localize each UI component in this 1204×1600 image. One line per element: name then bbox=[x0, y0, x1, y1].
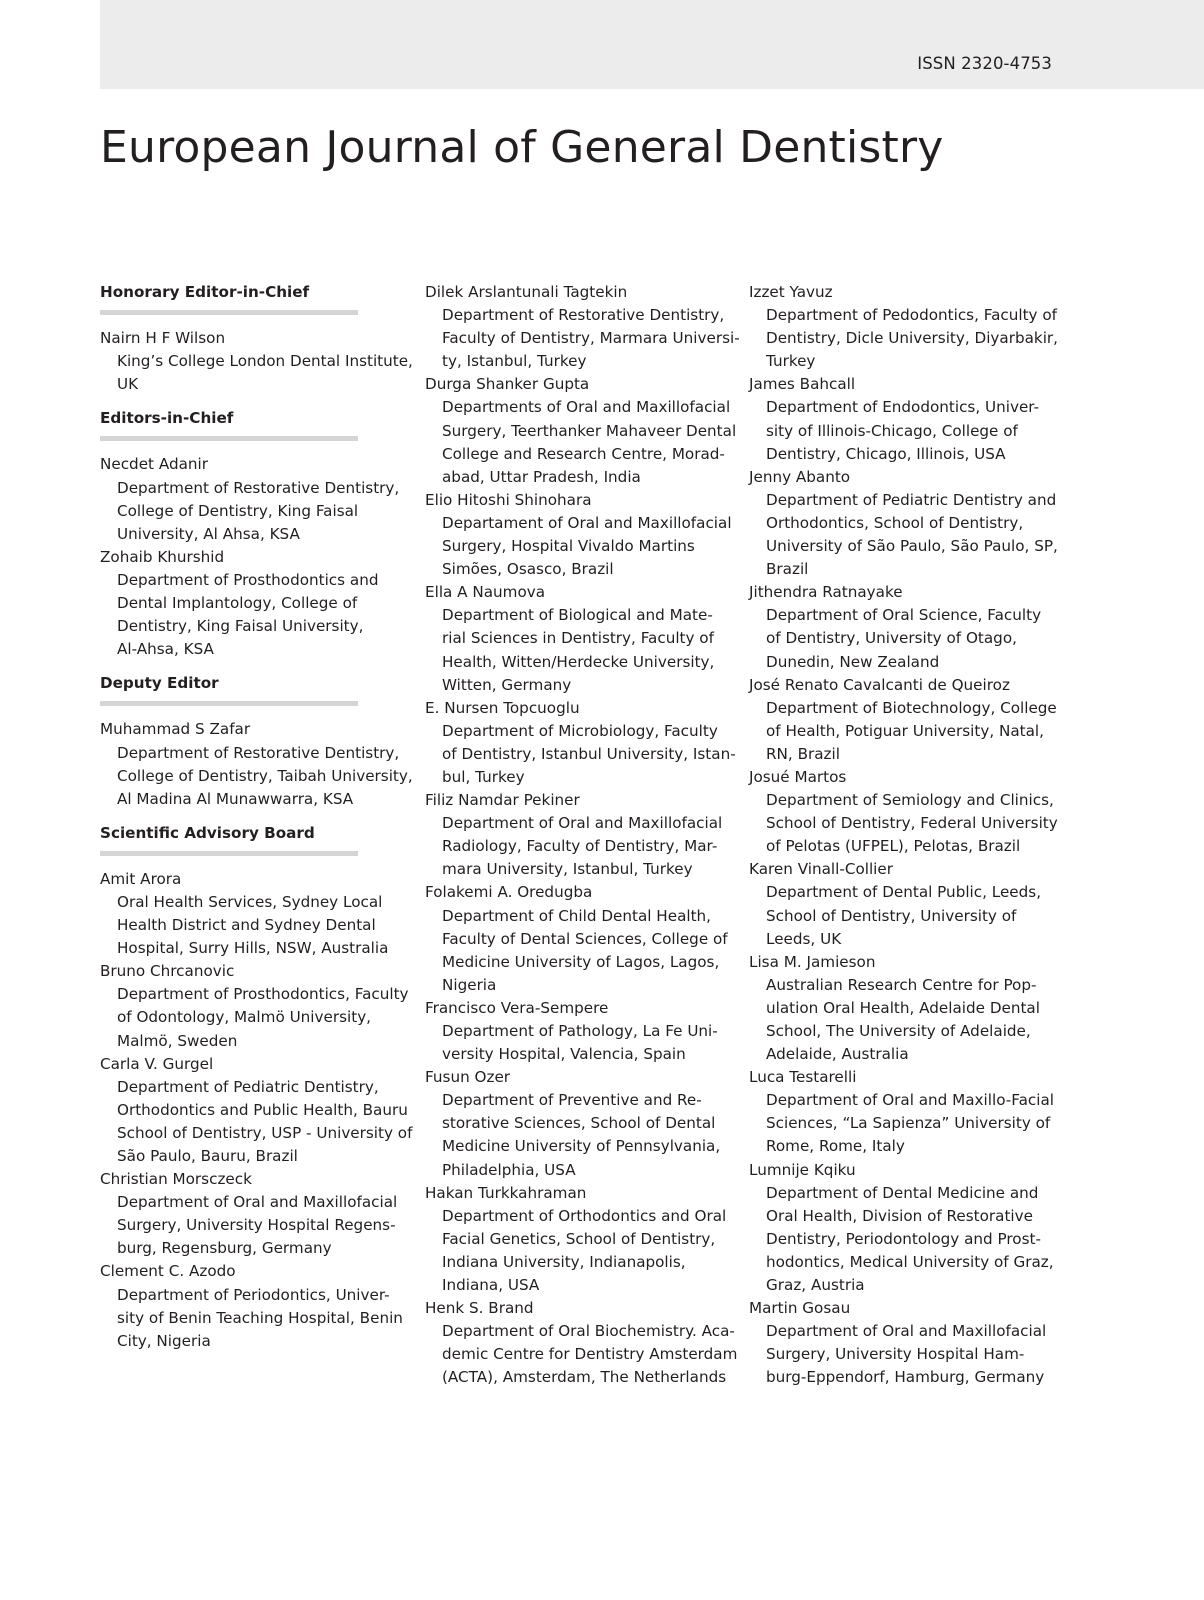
member-name: Filiz Namdar Pekiner bbox=[425, 791, 580, 810]
member-affiliation-line: RN, Brazil bbox=[766, 744, 840, 763]
member-name: Necdet Adanir bbox=[100, 455, 208, 474]
member-affiliation-line: Nigeria bbox=[442, 975, 497, 994]
board-column-2 bbox=[425, 281, 743, 1390]
member-affiliation-line: UK bbox=[117, 375, 139, 394]
member-affiliation-line: ulation Oral Health, Adelaide Dental bbox=[766, 998, 1040, 1017]
member-name: Jenny Abanto bbox=[749, 467, 851, 486]
member-affiliation-line: Department of Biotechnology, College bbox=[766, 698, 1057, 717]
board-member bbox=[100, 1260, 418, 1352]
member-affiliation-line: of Odontology, Malmö University, bbox=[117, 1008, 372, 1027]
member-affiliation-line: Department of Oral Biochemistry. Aca- bbox=[442, 1322, 735, 1341]
member-name: Christian Morsczeck bbox=[100, 1170, 252, 1189]
member-affiliation-line: Department of Pediatric Dentistry, bbox=[117, 1077, 379, 1096]
member-affiliation-line: Department of Restorative Dentistry, bbox=[117, 478, 400, 497]
member-affiliation-line: School, The University of Adelaide, bbox=[766, 1022, 1031, 1040]
member-affiliation-line: School of Dentistry, USP - University of bbox=[117, 1123, 413, 1142]
board-section bbox=[100, 407, 418, 661]
board-section bbox=[100, 281, 418, 396]
member-affiliation-line: Department of Microbiology, Faculty bbox=[442, 721, 718, 740]
board-member bbox=[425, 881, 743, 996]
board-member bbox=[749, 466, 1067, 581]
member-affiliation-line: Hospital, Surry Hills, NSW, Australia bbox=[117, 939, 389, 958]
member-name: Durga Shanker Gupta bbox=[425, 375, 590, 394]
section-heading: Deputy Editor bbox=[100, 672, 358, 706]
member-affiliation-line: Department of Periodontics, Univer- bbox=[117, 1285, 390, 1304]
board-member bbox=[100, 327, 418, 396]
board-member bbox=[100, 868, 418, 960]
board-member bbox=[749, 281, 1067, 373]
member-affiliation-line: Dental Implantology, College of bbox=[117, 594, 358, 613]
member-affiliation-line: bul, Turkey bbox=[442, 767, 525, 786]
member-affiliation-line: Indiana, USA bbox=[442, 1276, 540, 1295]
member-name: Lumnije Kqiku bbox=[749, 1160, 856, 1179]
member-affiliation-line: Surgery, University Hospital Regens- bbox=[117, 1216, 396, 1235]
member-affiliation-line: Medicine University of Lagos, Lagos, bbox=[442, 952, 720, 971]
member-name: Izzet Yavuz bbox=[749, 283, 833, 301]
member-name: José Renato Cavalcanti de Queiroz bbox=[749, 675, 1010, 694]
member-affiliation-line: City, Nigeria bbox=[117, 1331, 211, 1350]
board-member bbox=[749, 581, 1067, 673]
member-affiliation-line: Departments of Oral and Maxillofacial bbox=[442, 398, 731, 417]
member-affiliation-line: Department of Biological and Mate- bbox=[442, 606, 713, 625]
board-member bbox=[749, 373, 1067, 465]
board-member bbox=[425, 697, 743, 789]
member-affiliation-line: Australian Research Centre for Pop- bbox=[766, 975, 1037, 994]
issn-label: ISSN 2320-4753 bbox=[917, 54, 1052, 73]
member-name: Dilek Arslantunali Tagtekin bbox=[425, 283, 628, 301]
member-affiliation-line: Department of Restorative Dentistry, bbox=[117, 743, 400, 762]
member-affiliation-line: Sciences, “La Sapienza” University of bbox=[766, 1114, 1051, 1133]
member-affiliation-line: Surgery, Teerthanker Mahaveer Dental bbox=[442, 421, 737, 440]
member-name: Martin Gosau bbox=[749, 1299, 851, 1318]
member-affiliation-line: King’s College London Dental Institute, bbox=[117, 352, 413, 371]
member-name: Josué Martos bbox=[749, 767, 847, 786]
board-member bbox=[425, 489, 743, 581]
member-affiliation-line: Philadelphia, USA bbox=[442, 1160, 576, 1179]
member-affiliation-line: burg, Regensburg, Germany bbox=[117, 1239, 332, 1258]
member-affiliation-line: storative Sciences, School of Dental bbox=[442, 1114, 716, 1133]
member-affiliation-line: Department of Restorative Dentistry, bbox=[442, 306, 725, 325]
member-affiliation-line: Adelaide, Australia bbox=[766, 1045, 909, 1064]
member-affiliation-line: Leeds, UK bbox=[766, 929, 842, 948]
member-affiliation-line: sity of Illinois-Chicago, College of bbox=[766, 421, 1018, 440]
board-section bbox=[100, 822, 418, 1353]
board-member bbox=[425, 581, 743, 696]
board-member bbox=[425, 373, 743, 488]
member-affiliation-line: Dentistry, Dicle University, Diyarbakir, bbox=[766, 329, 1059, 348]
member-affiliation-line: Rome, Rome, Italy bbox=[766, 1137, 905, 1156]
member-affiliation-line: Dentistry, King Faisal University, bbox=[117, 617, 364, 636]
board-member bbox=[100, 960, 418, 1052]
member-affiliation-line: Department of Semiology and Clinics, bbox=[766, 791, 1054, 810]
member-affiliation-line: mara University, Istanbul, Turkey bbox=[442, 860, 693, 879]
member-affiliation-line: burg-Eppendorf, Hamburg, Germany bbox=[766, 1368, 1045, 1387]
board-member bbox=[425, 1297, 743, 1389]
member-affiliation-line: Department of Pedodontics, Faculty of bbox=[766, 306, 1057, 325]
member-affiliation-line: of Dentistry, University of Otago, bbox=[766, 629, 1017, 648]
section-heading: Scientific Advisory Board bbox=[100, 822, 358, 856]
member-affiliation-line: Oral Health, Division of Restorative bbox=[766, 1206, 1033, 1225]
member-affiliation-line: Dentistry, Periodontology and Prost- bbox=[766, 1229, 1041, 1248]
member-affiliation-line: Facial Genetics, School of Dentistry, bbox=[442, 1229, 716, 1248]
member-affiliation-line: São Paulo, Bauru, Brazil bbox=[117, 1147, 298, 1165]
member-affiliation-line: Department of Dental Medicine and bbox=[766, 1183, 1039, 1202]
board-member bbox=[425, 281, 743, 373]
board-member bbox=[100, 453, 418, 545]
member-affiliation-line: Medicine University of Pennsylvania, bbox=[442, 1137, 721, 1156]
member-name: Henk S. Brand bbox=[425, 1299, 534, 1318]
member-affiliation-line: Oral Health Services, Sydney Local bbox=[117, 892, 383, 911]
board-member bbox=[425, 997, 743, 1066]
member-affiliation-line: University of São Paulo, São Paulo, SP, bbox=[766, 537, 1058, 556]
member-affiliation-line: Department of Prosthodontics and bbox=[117, 570, 379, 589]
member-affiliation-line: Orthodontics, School of Dentistry, bbox=[766, 513, 1024, 532]
member-affiliation-line: Surgery, Hospital Vivaldo Martins bbox=[442, 537, 695, 556]
member-affiliation-line: College and Research Centre, Morad- bbox=[442, 444, 725, 463]
member-affiliation-line: Turkey bbox=[766, 352, 816, 371]
member-affiliation-line: hodontics, Medical University of Graz, bbox=[766, 1252, 1054, 1271]
board-column-3 bbox=[749, 281, 1067, 1390]
board-section bbox=[749, 281, 1067, 1390]
member-affiliation-line: Surgery, University Hospital Ham- bbox=[766, 1345, 1025, 1364]
board-member bbox=[749, 1297, 1067, 1389]
board-member bbox=[425, 789, 743, 881]
member-name: Amit Arora bbox=[100, 869, 182, 888]
member-affiliation-line: Health District and Sydney Dental bbox=[117, 916, 376, 935]
member-name: Zohaib Khurshid bbox=[100, 547, 225, 566]
member-name: Elio Hitoshi Shinohara bbox=[425, 490, 592, 509]
board-member bbox=[100, 1053, 418, 1168]
member-name: Muhammad S Zafar bbox=[100, 720, 251, 739]
board-member bbox=[749, 951, 1067, 1066]
member-name: Ella A Naumova bbox=[425, 583, 546, 602]
member-affiliation-line: Dunedin, New Zealand bbox=[766, 652, 940, 671]
member-affiliation-line: Department of Dental Public, Leeds, bbox=[766, 883, 1042, 902]
section-heading: Honorary Editor-in-Chief bbox=[100, 281, 358, 315]
member-affiliation-line: demic Centre for Dentistry Amsterdam bbox=[442, 1345, 738, 1364]
board-member bbox=[100, 1168, 418, 1260]
member-affiliation-line: Department of Pathology, La Fe Uni- bbox=[442, 1022, 718, 1040]
member-affiliation-line: School of Dentistry, University of bbox=[766, 906, 1017, 925]
member-name: Jithendra Ratnayake bbox=[749, 583, 903, 602]
member-affiliation-line: Simões, Osasco, Brazil bbox=[442, 560, 614, 579]
member-affiliation-line: abad, Uttar Pradesh, India bbox=[442, 467, 641, 486]
member-name: Nairn H F Wilson bbox=[100, 329, 226, 348]
member-affiliation-line: (ACTA), Amsterdam, The Netherlands bbox=[442, 1368, 727, 1387]
member-affiliation-line: of Health, Potiguar University, Natal, bbox=[766, 721, 1044, 740]
member-affiliation-line: College of Dentistry, King Faisal bbox=[117, 501, 359, 520]
member-affiliation-line: Radiology, Faculty of Dentistry, Mar- bbox=[442, 837, 718, 856]
board-member bbox=[100, 546, 418, 661]
member-name: Hakan Turkkahraman bbox=[425, 1183, 587, 1202]
member-affiliation-line: Orthodontics and Public Health, Bauru bbox=[117, 1100, 408, 1119]
board-member bbox=[749, 674, 1067, 766]
member-affiliation-line: Health, Witten/Herdecke University, bbox=[442, 652, 715, 671]
member-name: Karen Vinall-Collier bbox=[749, 860, 893, 879]
member-affiliation-line: Dentistry, Chicago, Illinois, USA bbox=[766, 444, 1006, 463]
member-affiliation-line: Department of Endodontics, Univer- bbox=[766, 398, 1040, 417]
member-name: Fusun Ozer bbox=[425, 1068, 511, 1087]
member-affiliation-line: Department of Pediatric Dentistry and bbox=[766, 490, 1057, 509]
board-member bbox=[749, 1066, 1067, 1158]
member-name: Clement C. Azodo bbox=[100, 1262, 236, 1281]
member-affiliation-line: Department of Oral and Maxillofacial bbox=[442, 814, 723, 833]
member-name: Folakemi A. Oredugba bbox=[425, 883, 593, 902]
member-affiliation-line: sity of Benin Teaching Hospital, Benin bbox=[117, 1308, 403, 1327]
member-affiliation-line: Department of Orthodontics and Oral bbox=[442, 1206, 727, 1225]
journal-title: European Journal of General Dentistry bbox=[100, 122, 944, 173]
member-affiliation-line: Al-Ahsa, KSA bbox=[117, 640, 214, 659]
member-name: Bruno Chrcanovic bbox=[100, 962, 235, 981]
member-affiliation-line: versity Hospital, Valencia, Spain bbox=[442, 1045, 686, 1064]
member-affiliation-line: Witten, Germany bbox=[442, 675, 572, 694]
member-affiliation-line: Department of Oral and Maxillofacial bbox=[117, 1193, 398, 1212]
member-name: Luca Testarelli bbox=[749, 1068, 857, 1087]
member-affiliation-line: Department of Prosthodontics, Faculty bbox=[117, 985, 409, 1004]
member-name: Lisa M. Jamieson bbox=[749, 952, 876, 971]
board-member bbox=[425, 1066, 743, 1181]
member-affiliation-line: rial Sciences in Dentistry, Faculty of bbox=[442, 629, 714, 648]
board-member bbox=[749, 858, 1067, 950]
member-affiliation-line: Department of Oral Science, Faculty bbox=[766, 606, 1042, 625]
member-affiliation-line: Department of Oral and Maxillofacial bbox=[766, 1322, 1047, 1341]
member-name: Carla V. Gurgel bbox=[100, 1054, 214, 1073]
member-affiliation-line: School of Dentistry, Federal University bbox=[766, 814, 1058, 833]
member-affiliation-line: Faculty of Dentistry, Marmara Universi- bbox=[442, 329, 740, 348]
board-member bbox=[425, 1182, 743, 1297]
member-affiliation-line: Department of Preventive and Re- bbox=[442, 1091, 702, 1110]
board-member bbox=[749, 766, 1067, 858]
member-affiliation-line: University, Al Ahsa, KSA bbox=[117, 524, 300, 543]
member-affiliation-line: College of Dentistry, Taibah University, bbox=[117, 766, 413, 785]
member-affiliation-line: of Dentistry, Istanbul University, Istan- bbox=[442, 744, 736, 763]
member-name: E. Nursen Topcuoglu bbox=[425, 698, 580, 717]
member-affiliation-line: Departament of Oral and Maxillofacial bbox=[442, 513, 732, 532]
member-affiliation-line: Malmö, Sweden bbox=[117, 1031, 238, 1050]
section-heading: Editors-in-Chief bbox=[100, 407, 358, 441]
member-affiliation-line: of Pelotas (UFPEL), Pelotas, Brazil bbox=[766, 837, 1021, 856]
board-section bbox=[100, 672, 418, 810]
member-affiliation-line: ty, Istanbul, Turkey bbox=[442, 352, 587, 371]
board-column-1 bbox=[100, 281, 418, 1353]
member-affiliation-line: Brazil bbox=[766, 560, 809, 579]
member-name: Francisco Vera-Sempere bbox=[425, 998, 609, 1017]
header-bar bbox=[100, 0, 1204, 89]
board-member bbox=[749, 1159, 1067, 1298]
member-affiliation-line: Department of Oral and Maxillo-Facial bbox=[766, 1091, 1055, 1110]
member-affiliation-line: Al Madina Al Munawwarra, KSA bbox=[117, 789, 354, 808]
member-affiliation-line: Faculty of Dental Sciences, College of bbox=[442, 929, 728, 948]
member-name: James Bahcall bbox=[749, 375, 856, 394]
member-affiliation-line: Indiana University, Indianapolis, bbox=[442, 1252, 686, 1271]
board-member bbox=[100, 718, 418, 810]
member-affiliation-line: Graz, Austria bbox=[766, 1276, 865, 1295]
board-section bbox=[425, 281, 743, 1390]
member-affiliation-line: Department of Child Dental Health, bbox=[442, 906, 712, 925]
